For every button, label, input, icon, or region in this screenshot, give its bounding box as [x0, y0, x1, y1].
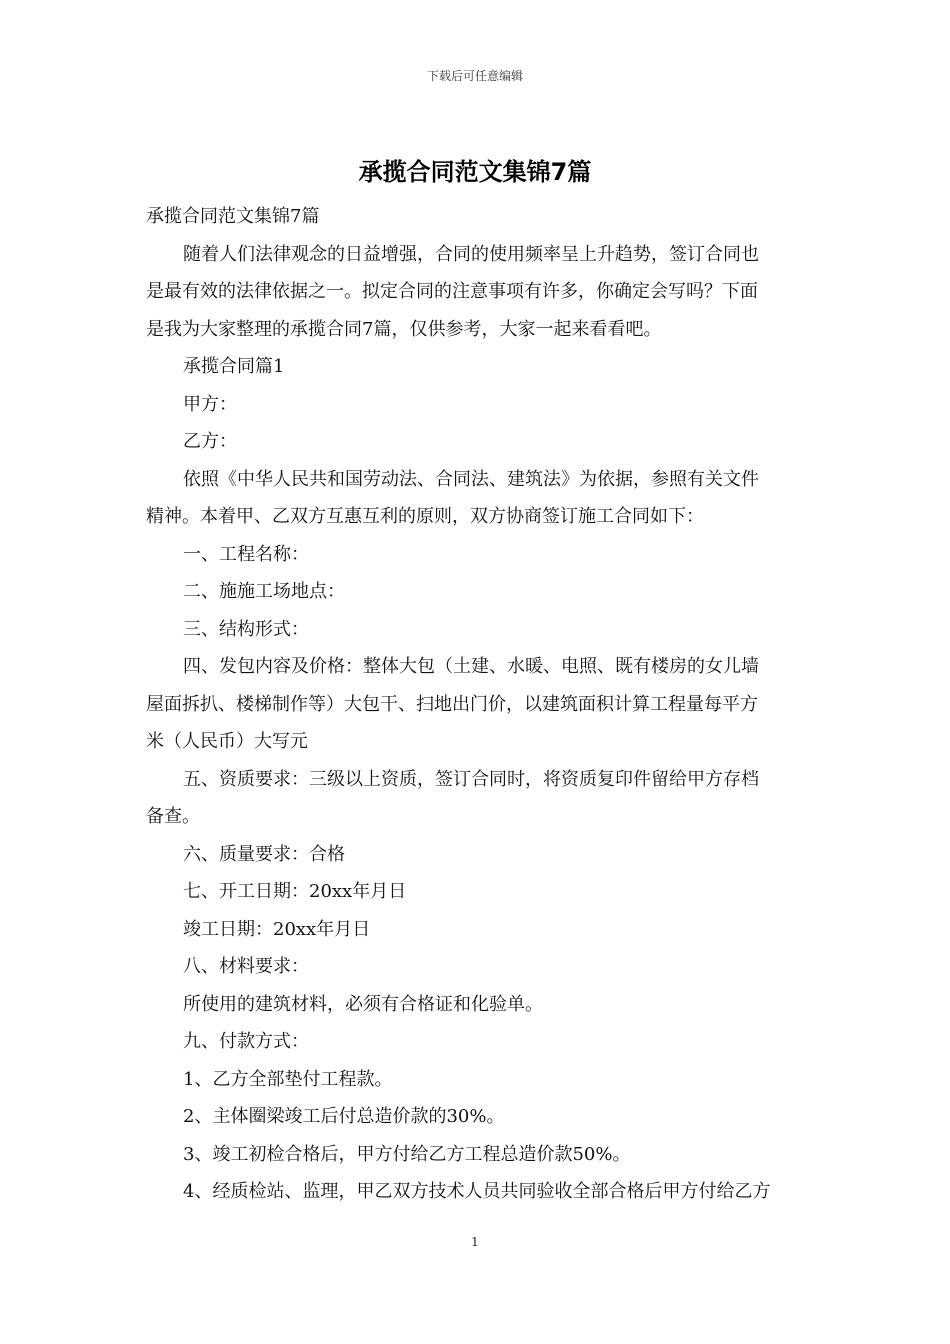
paragraph-line: 备查。: [146, 806, 200, 827]
header-note: 下载后可任意编辑: [426, 69, 523, 83]
paragraph-line: 是最有效的法律依据之一。拟定合同的注意事项有许多，你确定会写吗？下面: [146, 281, 758, 302]
page-number: 1: [471, 1235, 479, 1249]
paragraph-line: 1、乙方全部垫付工程款。: [183, 1068, 393, 1090]
paragraph-line: 随着人们法律观念的日益增强，合同的使用频率呈上升趋势，签订合同也: [183, 243, 759, 265]
paragraph-line: 八、材料要求：: [183, 956, 309, 977]
paragraph-line: 依照《中华人民共和国劳动法、合同法、建筑法》为依据，参照有关文件: [183, 468, 759, 490]
paragraph-line: 2、主体圈梁竣工后付总造价款的30%。: [183, 1106, 505, 1127]
paragraph-line: 九、付款方式：: [183, 1031, 309, 1052]
paragraph-line: 承揽合同篇1: [183, 356, 285, 377]
paragraph-line: 米（人民币）大写元: [146, 731, 308, 752]
paragraph-line: 承揽合同范文集锦7篇: [146, 206, 320, 227]
paragraph-line: 竣工日期：20xx年月日: [183, 918, 371, 940]
paragraph-line: 是我为大家整理的承揽合同7篇，仅供参考，大家一起来看看吧。: [146, 318, 662, 340]
paragraph-line: 所使用的建筑材料，必须有合格证和化验单。: [183, 993, 543, 1015]
paragraph-line: 4、经质检站、监理，甲乙双方技术人员共同验收全部合格后甲方付给乙方: [183, 1181, 771, 1202]
document-body: [146, 198, 806, 1211]
document-title: 承揽合同范文集锦7篇: [358, 158, 592, 186]
paragraph-line: 乙方：: [183, 431, 237, 452]
paragraph-line: 3、竣工初检合格后，甲方付给乙方工程总造价款50%。: [183, 1143, 631, 1165]
paragraph-line: 四、发包内容及价格：整体大包（土建、水暖、电照、既有楼房的女儿墙: [183, 656, 759, 677]
paragraph-line: 一、工程名称：: [183, 543, 309, 565]
paragraph-line: 甲方：: [183, 393, 237, 415]
paragraph-line: 七、开工日期：20xx年月日: [183, 881, 407, 902]
paragraph-line: 精神。本着甲、乙双方互惠互利的原则，双方协商签订施工合同如下：: [146, 506, 704, 527]
paragraph-line: 六、质量要求：合格: [183, 843, 345, 865]
paragraph-line: 屋面拆扒、楼梯制作等）大包干、扫地出门价，以建筑面积计算工程量每平方: [146, 693, 758, 715]
paragraph-line: 二、施施工场地点：: [183, 581, 345, 602]
paragraph-line: 三、结构形式：: [183, 618, 309, 640]
paragraph-line: 五、资质要求：三级以上资质，签订合同时，将资质复印件留给甲方存档: [183, 768, 759, 790]
